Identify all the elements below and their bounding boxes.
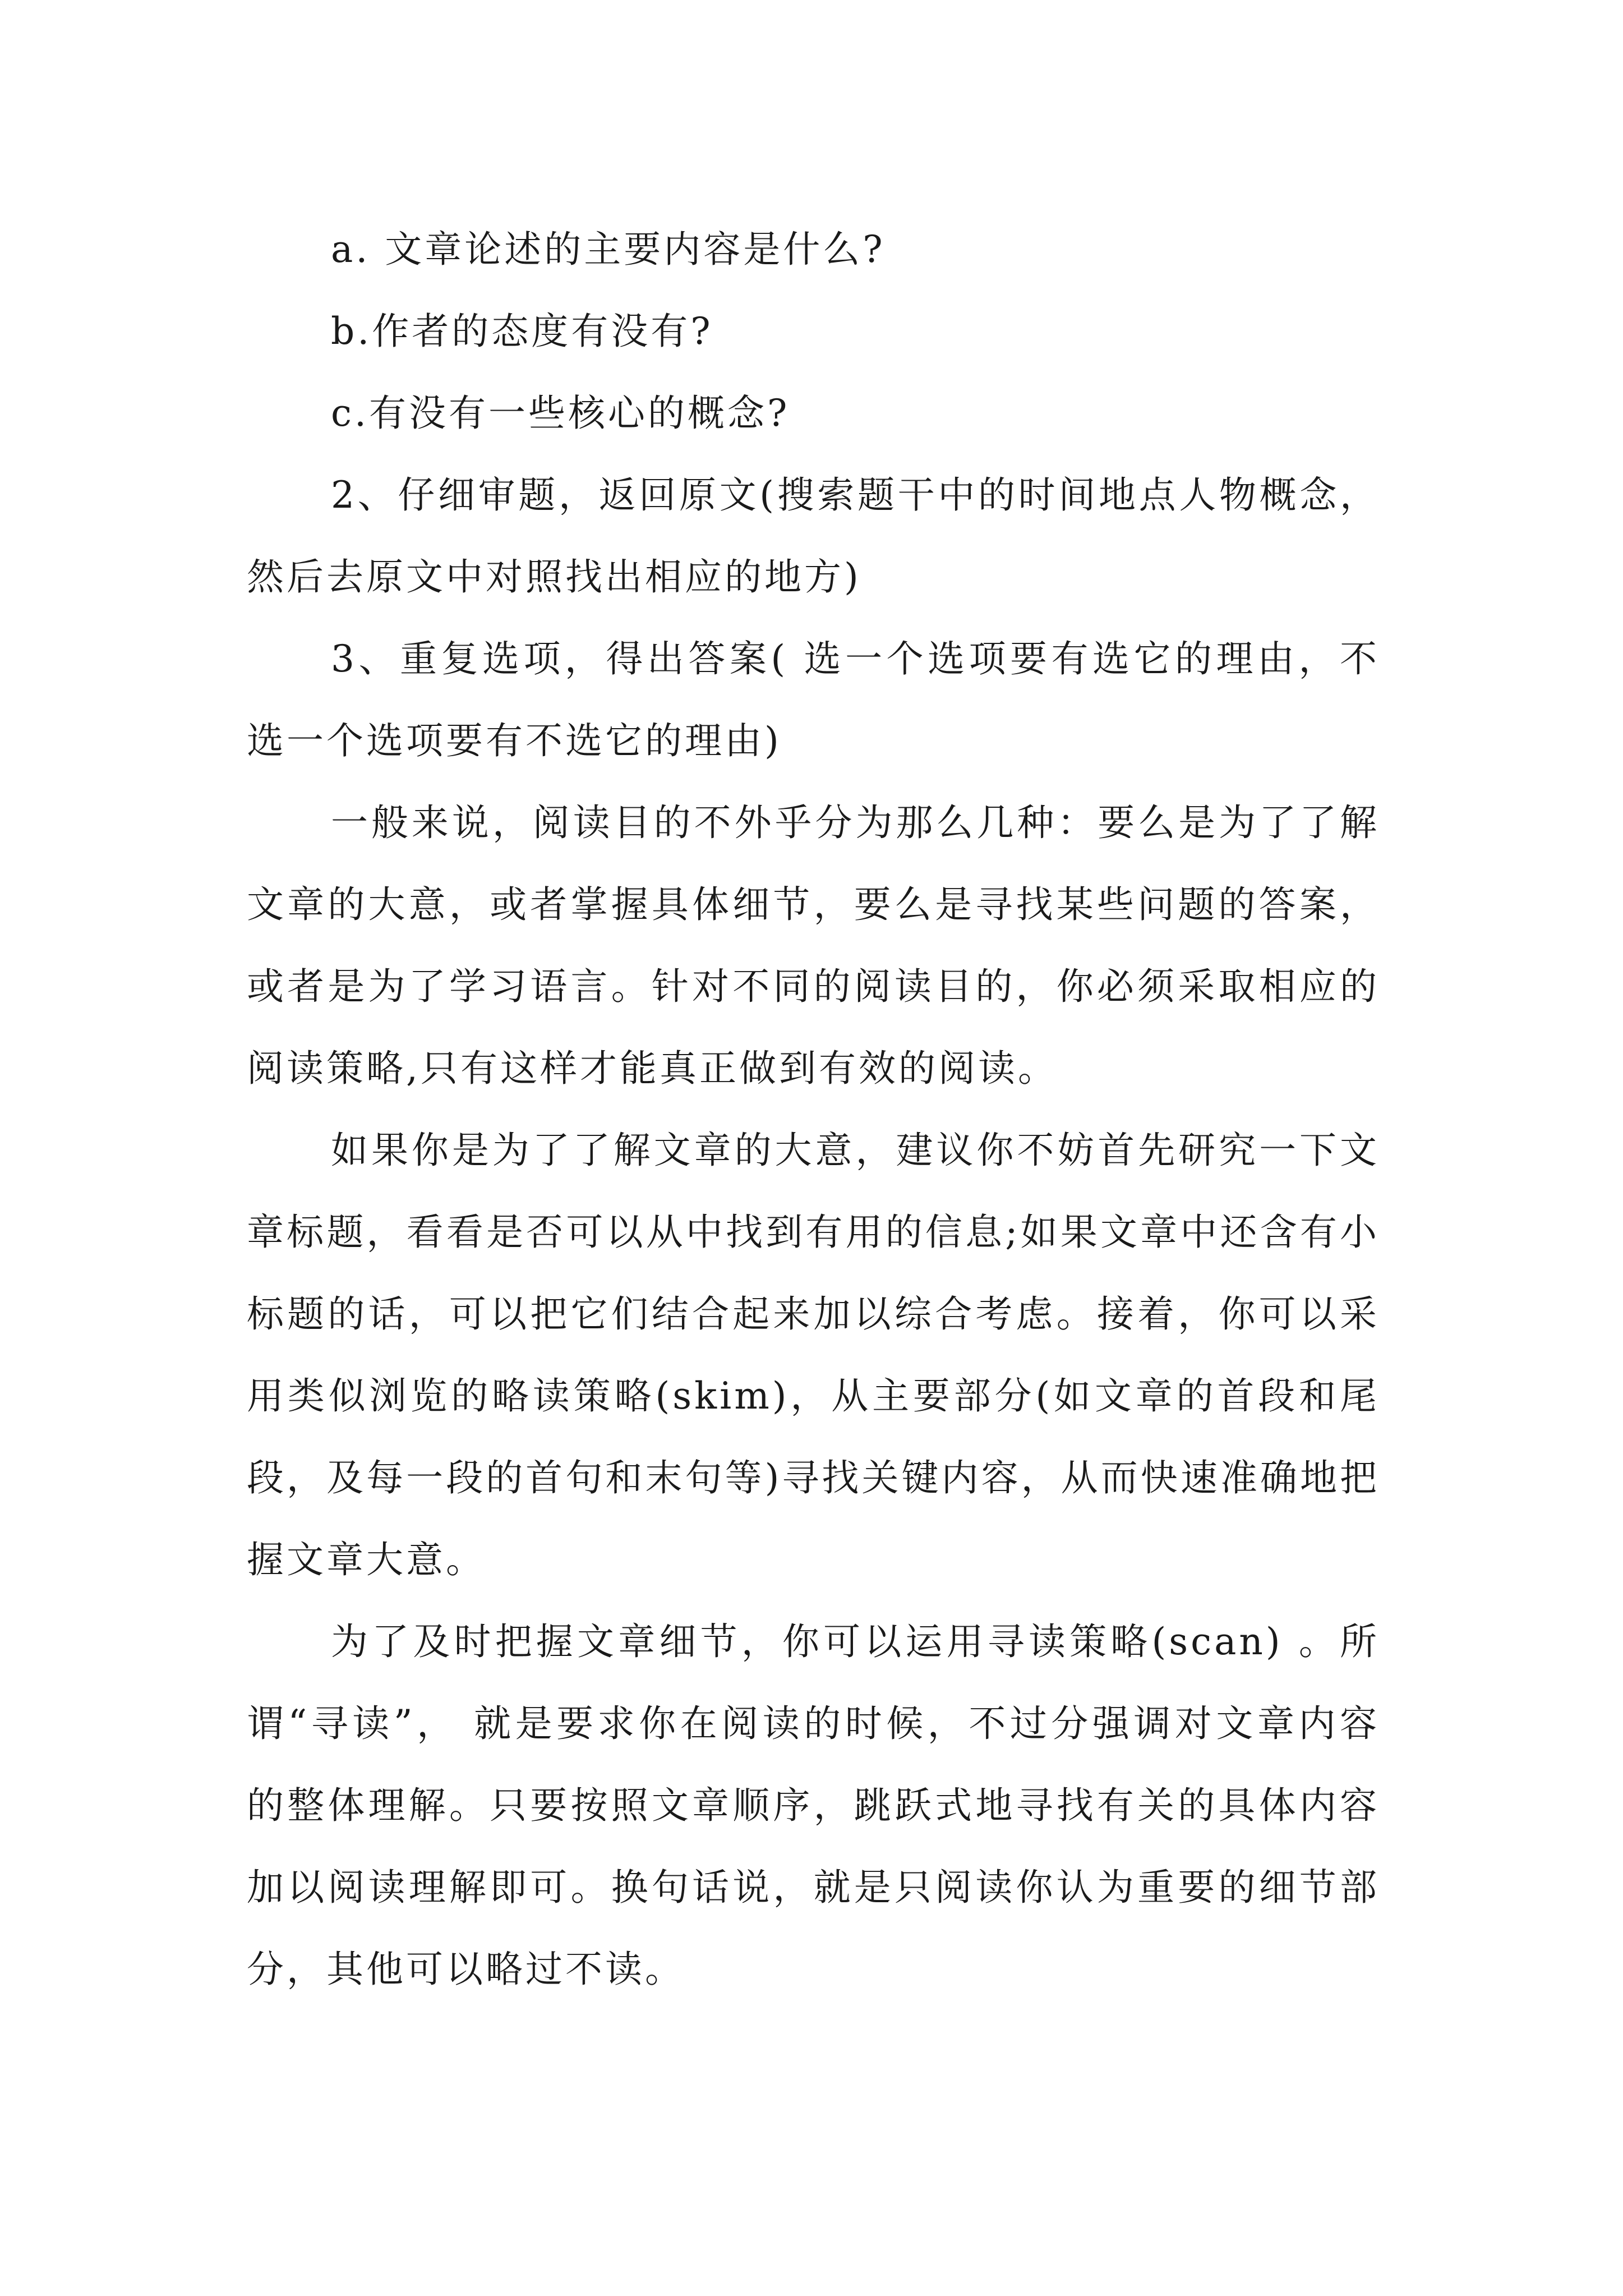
question-item-c: c.有没有一些核心的概念? [331, 392, 790, 435]
step-2-paragraph: 2、仔细审题，返回原文(搜索题干中的时间地点人物概念，然后去原文中对照找出相应的地方) [247, 473, 1380, 599]
skim-strategy-paragraph: 如果你是为了了解文章的大意，建议你不妨首先研究一下文章标题，看看是否可以从中找到有用的信息;如果文章中还含有小标题的话，可以把它们结合起来加以综合考虑。接着，你可以采用类似浏览的略读策略(skim)，从主要部分(如文章的首段和尾段，及每一段的首句和末句等)寻找关键内容，从而快速准确地把握文章大意。 [247, 1129, 1380, 1581]
question-item-a: a. 文章论述的主要内容是什么? [331, 228, 886, 271]
step-3-paragraph: 3、重复选项，得出答案( 选一个选项要有选它的理由，不选一个选项要有不选它的理由) [247, 637, 1380, 762]
scan-strategy-paragraph: 为了及时把握文章细节，你可以运用寻读策略(scan) 。所谓“寻读”， 就是要求你在阅读的时候，不过分强调对文章内容的整体理解。只要按照文章顺序，跳跃式地寻找有关的具体内容加以阅读理解即可。换句话说，就是只阅读你认为重要的细节部分，其他可以略过不读。 [247, 1620, 1380, 1991]
reading-purpose-paragraph: 一般来说，阅读目的不外乎分为那么几种：要么是为了了解文章的大意，或者掌握具体细节，要么是寻找某些问题的答案，或者是为了学习语言。针对不同的阅读目的，你必须采取相应的阅读策略,只有这样才能真正做到有效的阅读。 [247, 801, 1380, 1090]
question-item-b: b.作者的态度有没有? [331, 310, 713, 353]
document-body [247, 209, 1380, 2010]
